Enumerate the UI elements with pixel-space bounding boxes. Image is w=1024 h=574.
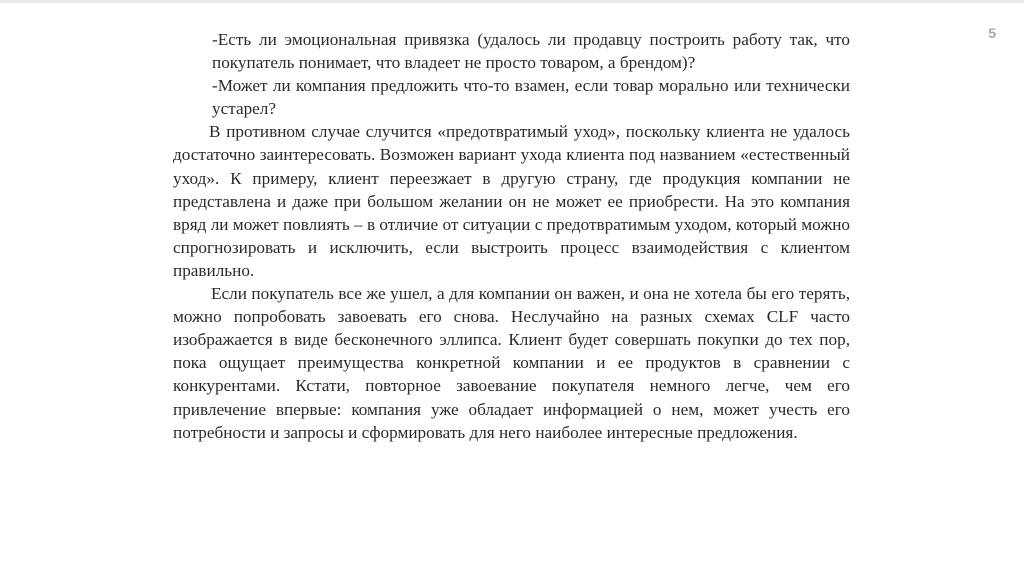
paragraph-replacement-offer: -Может ли компания предложить что-то взамен, если товар морально или технически устарел? <box>212 76 850 119</box>
body-text <box>173 28 850 444</box>
paragraph-win-back: Если покупатель все же ушел, а для компании он важен, и она не хотела бы его терять, можно попробовать завоевать его снова. Неслучайно на разных схемах CLF часто изображается в виде бесконечного эллипса. Клиент будет совершать покупки до тех пор, пока ощущает преимущества конкретной компании и ее продуктов в сравнении с конкурентами. Кстати, повторное завоевание покупателя немного легче, чем его привлечение впервые: компания уже обладает информацией о нем, может учесть его потребности и запросы и сформировать для него наиболее интересные предложения. <box>173 284 850 442</box>
paragraph-emotional-attachment: -Есть ли эмоциональная привязка (удалось ли продавцу построить работу так, что покупатель понимает, что владеет не просто товаром, а брендом)? <box>212 30 850 73</box>
paragraph-preventable-churn: В противном случае случится «предотвратимый уход», поскольку клиента не удалось достаточно заинтересовать. Возможен вариант ухода клиента под названием «естественный уход». К примеру, клиент переезжает в другую страну, где продукция компании не представлена и даже при большом желании он не может ее приобрести. На это компания вряд ли может повлиять – в отличие от ситуации с предотвратимым уходом, который можно спрогнозировать и исключить, если выстроить процесс взаимодействия с клиентом правильно. <box>173 122 850 280</box>
top-border <box>0 0 1024 3</box>
page-number: 5 <box>988 25 996 41</box>
